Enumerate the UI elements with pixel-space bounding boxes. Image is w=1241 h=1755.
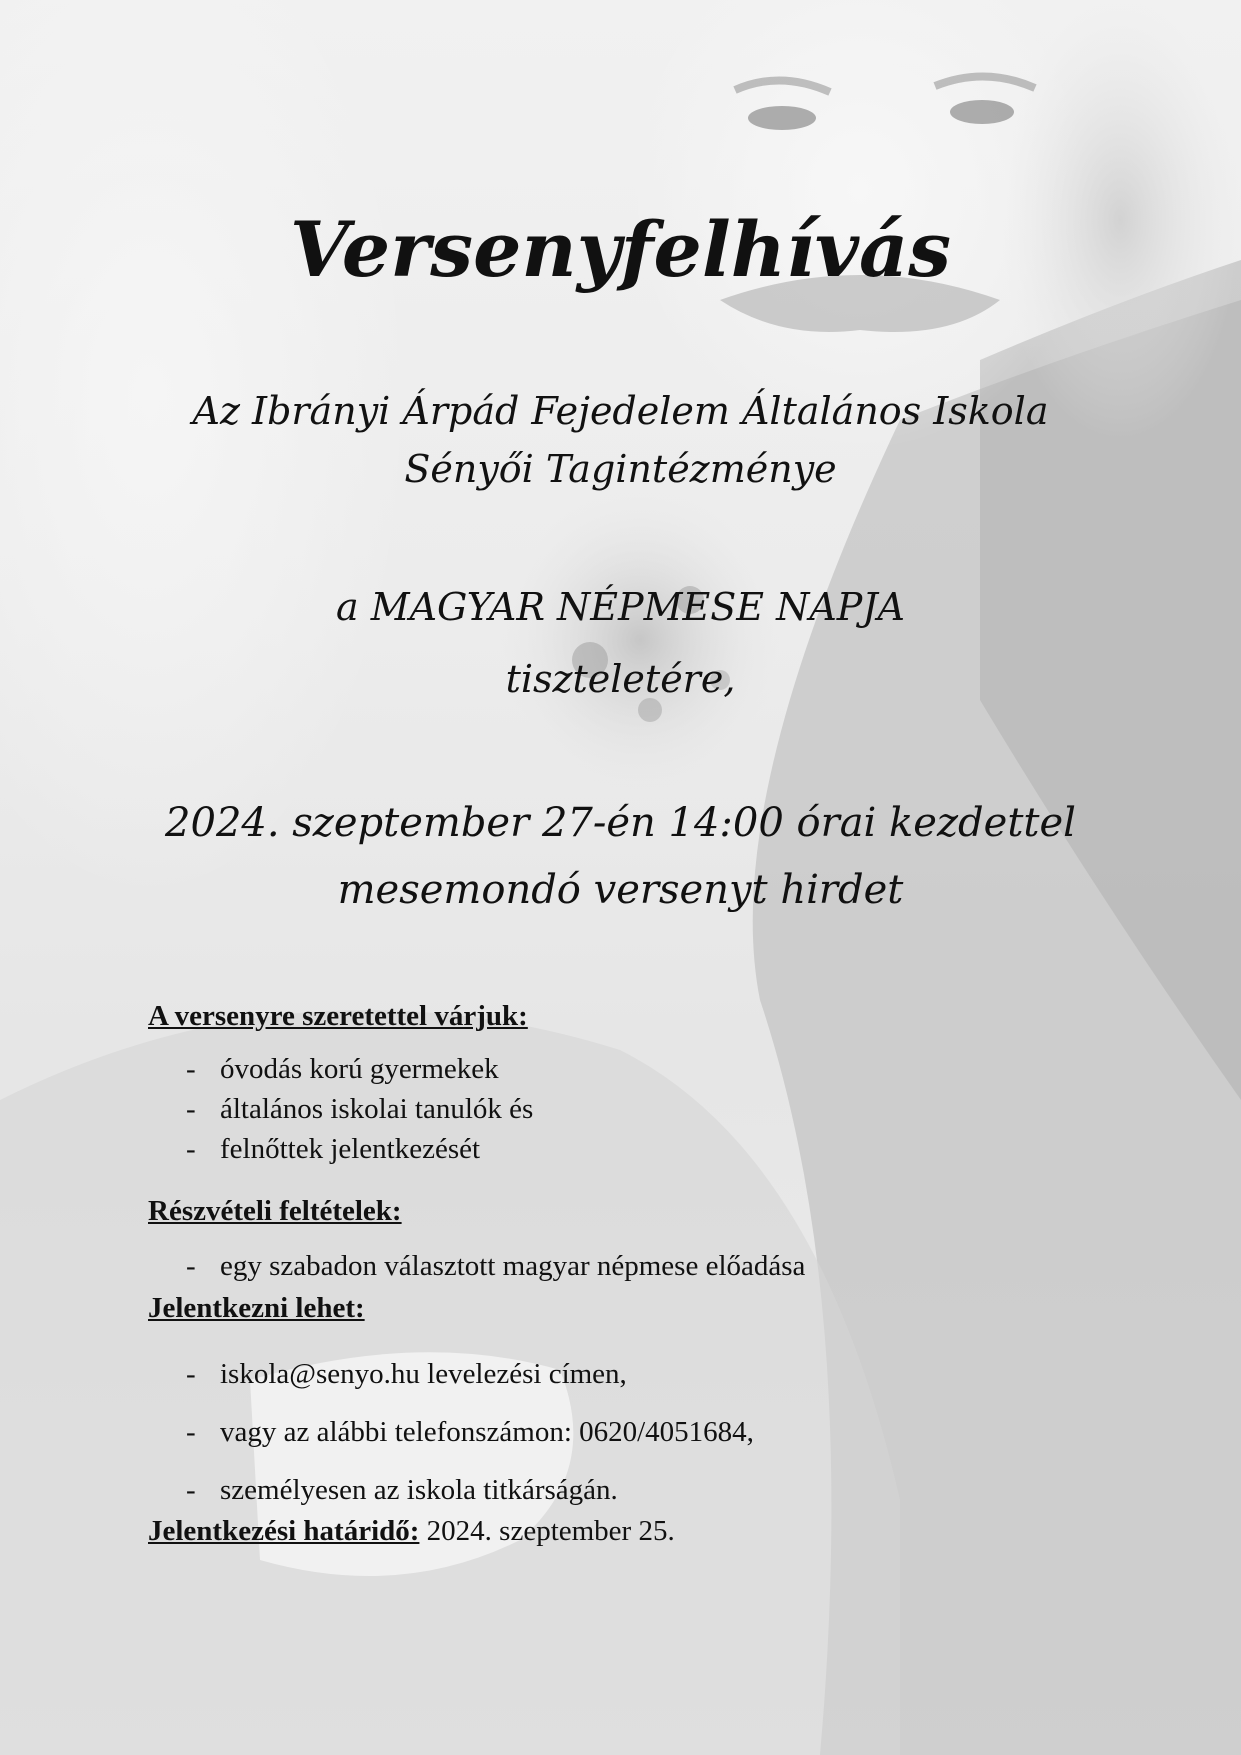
list-item <box>148 1246 1148 1286</box>
list-item-text: felnőttek jelentkezését <box>220 1133 481 1165</box>
list-item-text: egy szabadon választott magyar népmese előadása <box>220 1250 806 1282</box>
conditions-list <box>148 1246 1148 1286</box>
in-person-contact-text: személyesen az iskola titkárságán. <box>220 1474 618 1506</box>
conditions-heading: Részvételi feltételek: <box>148 1195 402 1227</box>
list-item-text: általános iskolai tanulók és <box>220 1093 534 1125</box>
bullet-dash: - <box>186 1133 196 1165</box>
conditions-section <box>148 1195 1148 1286</box>
bullet-dash: - <box>186 1416 196 1448</box>
apply-heading: Jelentkezni lehet: <box>148 1292 365 1324</box>
event-name-line1: a MAGYAR NÉPMESE NAPJA <box>335 585 906 629</box>
apply-section <box>148 1292 1148 1519</box>
list-item <box>148 1403 1148 1461</box>
phone-contact-text: vagy az alábbi telefonszámon: 0620/4051684, <box>220 1416 754 1448</box>
invited-heading: A versenyre szeretettel várjuk: <box>148 1000 528 1032</box>
school-name-line2: Sényői Tagintézménye <box>404 447 837 491</box>
bullet-dash: - <box>186 1358 196 1390</box>
list-item <box>148 1461 1148 1519</box>
list-item <box>148 1129 1148 1169</box>
event-description-line: mesemondó versenyt hirdet <box>337 867 904 913</box>
event-date-line: 2024. szeptember 27-én 14:00 órai kezdettel <box>165 800 1076 846</box>
bullet-dash: - <box>186 1053 196 1085</box>
page-title: Versenyfelhívás <box>289 205 952 294</box>
bullet-dash: - <box>186 1474 196 1506</box>
deadline-line <box>148 1515 675 1548</box>
bullet-dash: - <box>186 1250 196 1282</box>
bullet-dash: - <box>186 1093 196 1125</box>
list-item <box>148 1089 1148 1129</box>
list-item <box>148 1049 1148 1089</box>
event-name-line2: tiszteletére, <box>505 657 736 701</box>
deadline-value: 2024. szeptember 25. <box>419 1515 675 1547</box>
list-item-text: óvodás korú gyermekek <box>220 1053 499 1085</box>
school-name-line1: Az Ibrányi Árpád Fejedelem Általános Iskola <box>192 389 1049 433</box>
apply-list <box>148 1345 1148 1519</box>
invited-list <box>148 1049 1148 1169</box>
deadline-label: Jelentkezési határidő: <box>148 1515 420 1547</box>
email-contact-text: iskola@senyo.hu levelezési címen, <box>220 1358 627 1390</box>
invited-section <box>148 1000 1148 1169</box>
list-item <box>148 1345 1148 1403</box>
